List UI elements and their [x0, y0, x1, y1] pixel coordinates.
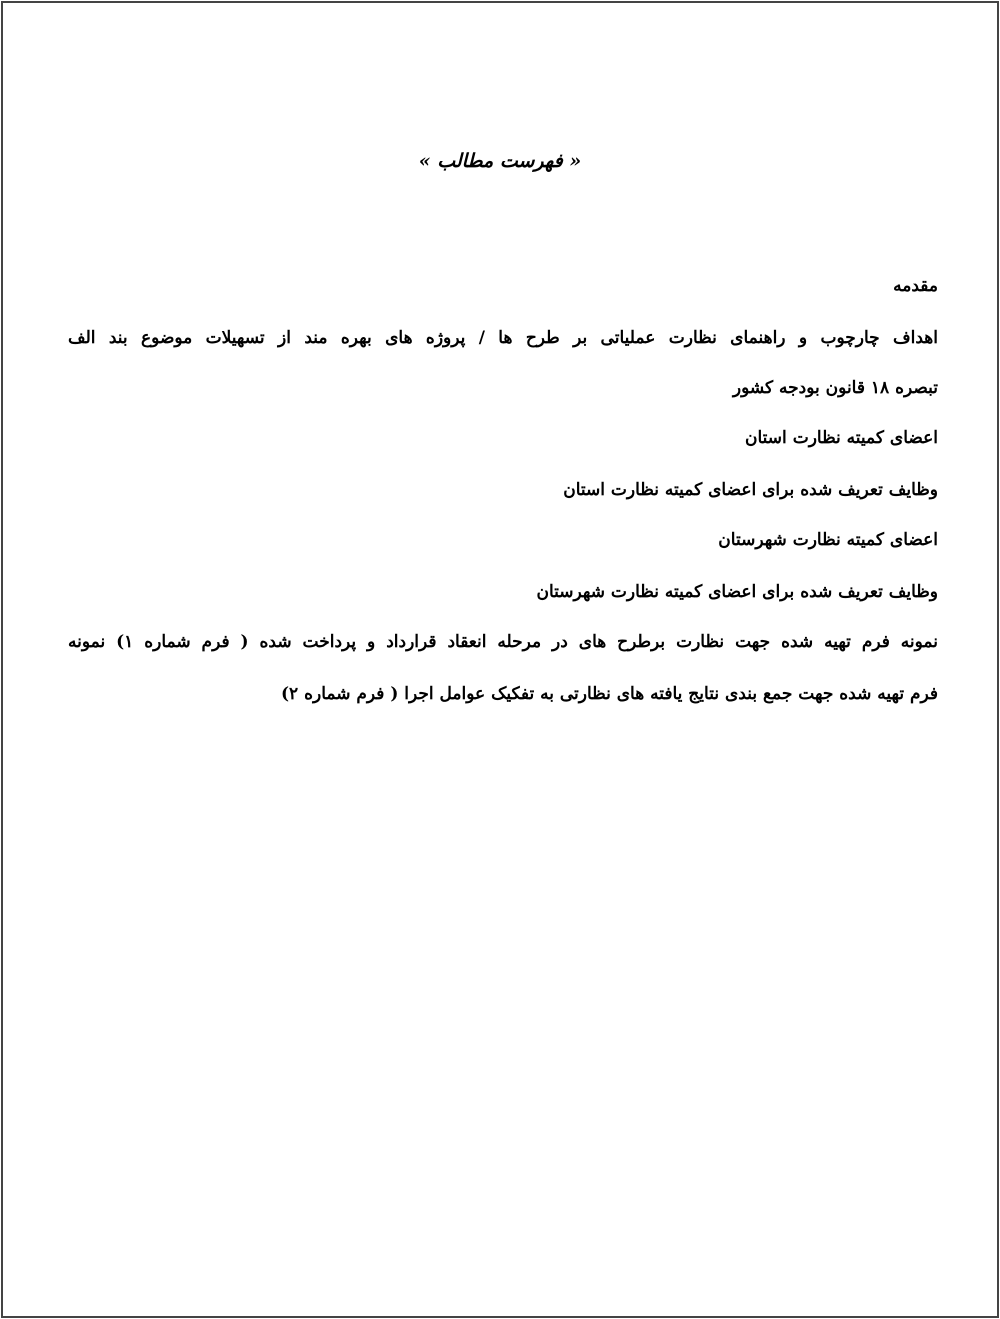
toc-item-province-committee: اعضای کمیته نظارت استان	[745, 428, 938, 448]
toc-item-form-1: نمونه فرم تهیه شده جهت نظارت برطرح های در مرحله انعقاد قرارداد و پرداخت شده ( فرم شماره ۱) نمونه	[68, 632, 938, 652]
toc-item-county-committee: اعضای کمیته نظارت شهرستان	[718, 530, 938, 550]
toc-item-goals: اهداف چارچوب و راهنمای نظارت عملیاتی بر طرح ها / پروژه های بهره مند از تسهیلات موضوع بند الف	[68, 328, 938, 348]
document-page	[1, 1, 999, 1318]
toc-item-county-duties: وظایف تعریف شده برای اعضای کمیته نظارت شهرستان	[536, 582, 938, 602]
toc-item-introduction: مقدمه	[893, 276, 938, 296]
toc-item-form-2: فرم تهیه شده جهت جمع بندی نتایج یافته های نظارتی به تفکیک عوامل اجرا ( فرم شماره ۲)	[281, 684, 938, 704]
document-title: « فهرست مطالب »	[418, 150, 582, 172]
toc-item-budget-note: تبصره ۱۸ قانون بودجه کشور	[732, 378, 938, 398]
toc-item-province-duties: وظایف تعریف شده برای اعضای کمیته نظارت استان	[563, 480, 938, 500]
